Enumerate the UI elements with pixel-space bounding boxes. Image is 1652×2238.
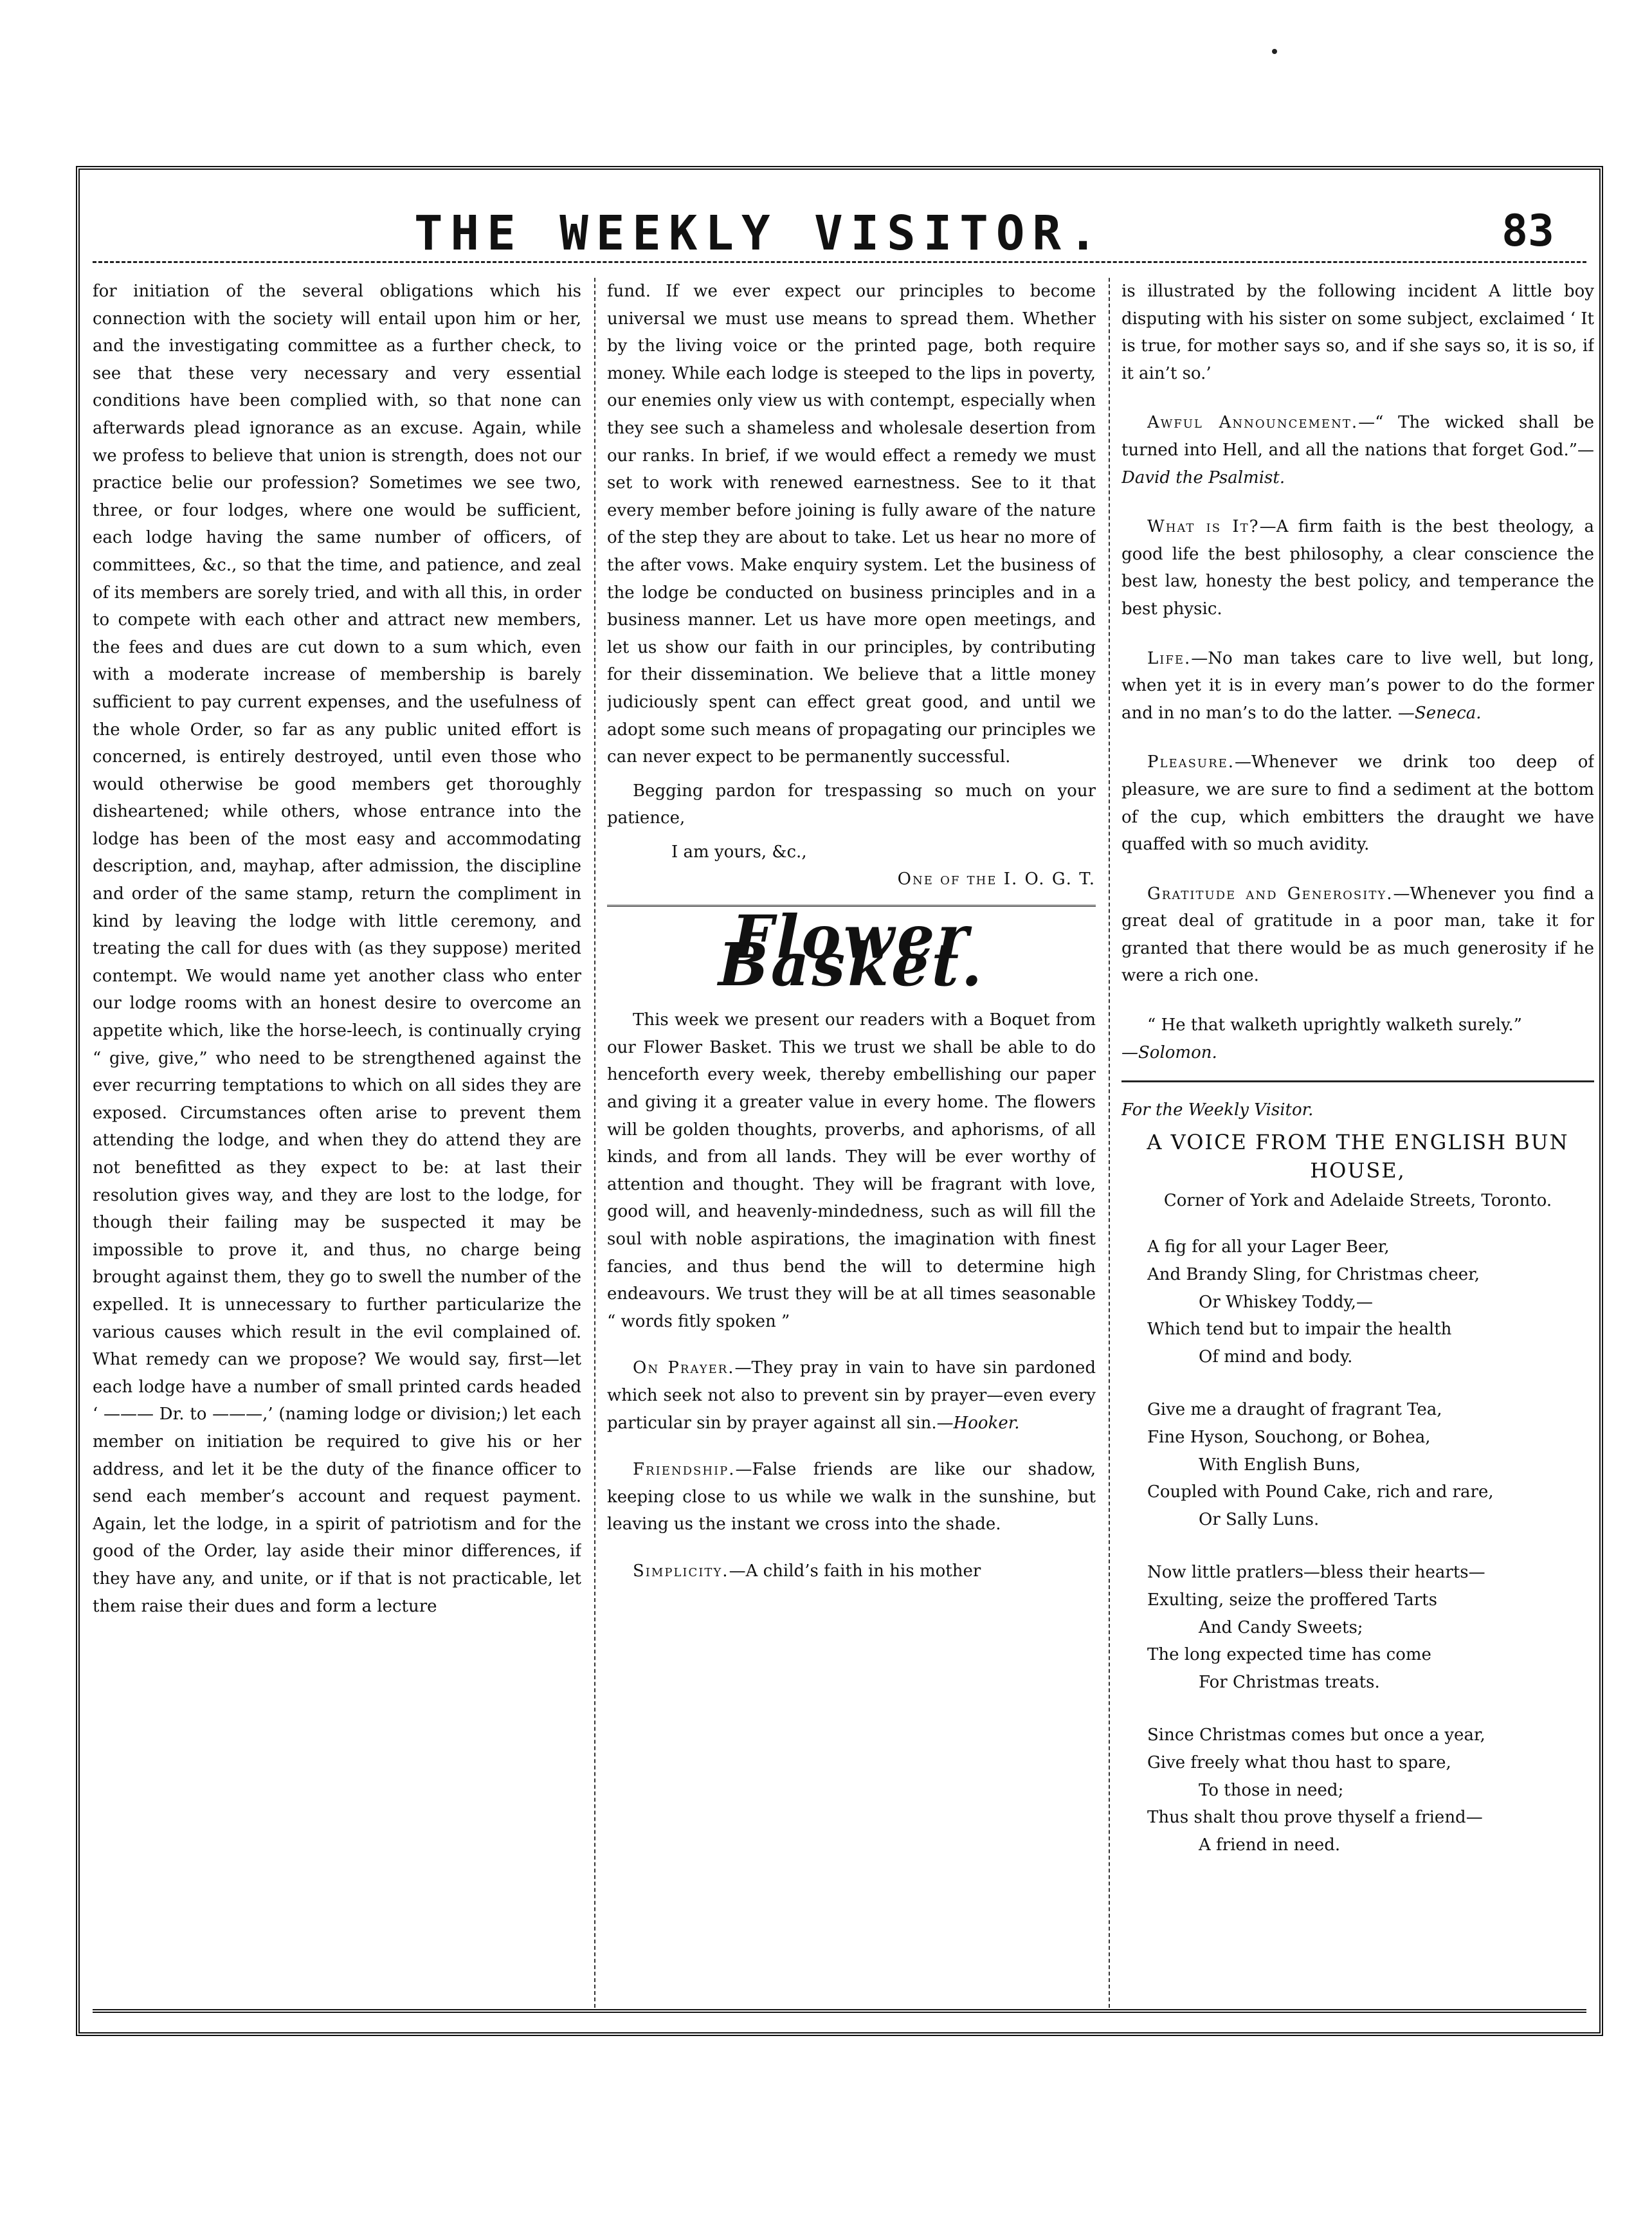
item-solomon-quote: “ He that walketh uprightly walketh surely.” bbox=[1147, 1015, 1522, 1035]
article-closing-paragraph: Begging pardon for trespassing so much on your patience, bbox=[607, 781, 1096, 828]
poem-line: Which tend but to impair the health bbox=[1147, 1320, 1452, 1340]
poem-line: Now little pratlers—bless their hearts— bbox=[1147, 1563, 1485, 1583]
item-friendship bbox=[607, 1456, 1096, 1538]
letter-closing: I am yours, &c., bbox=[671, 842, 807, 862]
poem-line: Fine Hyson, Souchong, or Bohea, bbox=[1147, 1428, 1431, 1447]
poem-line: Give freely what thou hast to spare, bbox=[1147, 1752, 1451, 1772]
item-text: —False friends are like our shadow, keeping close to us while we walk in the sunshine, but leaving us the instant we cross into the shade. bbox=[607, 1460, 1096, 1534]
item-attribution: Hooker. bbox=[953, 1413, 1020, 1433]
item-continuation: is illustrated by the following incident A little boy disputing with his sister on some subject, exclaimed ‘ It is true, for mother says so, and if she says so, it is so, if it ain’t so.’ bbox=[1121, 282, 1594, 383]
section-heading-flower-basket: Flower Basket. bbox=[718, 902, 985, 999]
poem-line: Coupled with Pound Cake, rich and rare, bbox=[1147, 1482, 1494, 1502]
column-1 bbox=[93, 278, 581, 2008]
item-heading: Simplicity. bbox=[633, 1561, 729, 1581]
item-attribution: —Seneca. bbox=[1397, 703, 1482, 723]
item-attribution: David the Psalmist. bbox=[1121, 468, 1285, 487]
poem-line: Exulting, seize the proffered Tarts bbox=[1147, 1590, 1437, 1610]
item-heading: Gratitude and Generosity. bbox=[1147, 884, 1393, 904]
poem-stanza-2 bbox=[1121, 1396, 1594, 1533]
item-text: —“ The wicked shall be turned into Hell, and all the nations that forget God.”— bbox=[1121, 413, 1594, 460]
poem-line: A fig for all your Lager Beer, bbox=[1147, 1237, 1390, 1257]
column-2 bbox=[607, 278, 1096, 2008]
poem-address: Corner of York and Adelaide Streets, Toronto. bbox=[1163, 1190, 1552, 1210]
poem-line: And Candy Sweets; bbox=[1199, 1617, 1363, 1637]
poem-line: Or Sally Luns. bbox=[1199, 1509, 1320, 1529]
column-3 bbox=[1121, 278, 1594, 2008]
item-pleasure bbox=[1121, 749, 1594, 858]
item-heading: Life. bbox=[1147, 648, 1192, 668]
poem-source: For the Weekly Visitor. bbox=[1121, 1100, 1314, 1120]
article-body: fund. If we ever expect our principles to become universal we must use means to spread them. Whether by the living voice or the printed page, both require money. While each lodge is steeped to the lips in poverty, our enemies only view us with contempt, especially when they see such a shameless and wholesale desertion from our ranks. In brief, if we would effect a remedy we must set to work with renewed earnestness. See to it that every member before joining is fully aware of the nature of the step they are about to take. Let us hear no more of the after vows. Make enquiry system. Let the business of the lodge be conducted on business principles and in a business manner. Let us have more open meetings, and let us show our faith in our principles, by contributing for their dissemination. We believe that a little money judiciously spent can effect great good, and until we adopt some such means of propagating our principles we can never expect to be permanently successful. bbox=[607, 282, 1096, 767]
poem-line: A friend in need. bbox=[1199, 1835, 1341, 1855]
poem-stanza-3 bbox=[1121, 1559, 1594, 1696]
poem-line: Since Christmas comes but once a year, bbox=[1147, 1725, 1485, 1745]
item-text: —No man takes care to live well, but long, when yet it is in every man’s power to do the former and in no man’s to do the latter. bbox=[1121, 648, 1594, 723]
item-gratitude bbox=[1121, 880, 1594, 990]
item-heading: On Prayer. bbox=[633, 1358, 735, 1378]
flower-basket-intro: This week we present our readers with a Boquet from our Flower Basket. This we trust we shall be able to do henceforth every week, thereby embellishing our paper and giving it a greater value in every home. The flowers will be golden thoughts, proverbs, and aphorisms, of all kinds, and from all lands. They will be ever worthy of attention and thought. They will be fragrant with love, good will, and heavenly-mindedness, such as will fill the soul with noble aspirations, the imagination with finest fancies, and thus bend the will to determine high endeavours. We trust they will be at all times seasonable “ words fitly spoken ” bbox=[607, 1010, 1096, 1331]
item-simplicity bbox=[607, 1558, 1096, 1585]
ink-speck bbox=[1272, 49, 1277, 54]
poem-line: With English Buns, bbox=[1199, 1455, 1361, 1475]
column-divider bbox=[594, 278, 595, 2008]
item-awful-announcement bbox=[1121, 409, 1594, 491]
poem-stanza-1 bbox=[1121, 1233, 1594, 1370]
item-text: —A firm faith is the best theology, a good life the best philosophy, a clear conscience the best law, honesty the best policy, and temperance the best physic. bbox=[1121, 517, 1594, 619]
item-text: —A child’s faith in his mother bbox=[729, 1561, 981, 1581]
header-rule bbox=[93, 261, 1586, 263]
poem-line: Give me a draught of fragrant Tea, bbox=[1147, 1400, 1442, 1420]
poem-title: A VOICE FROM THE ENGLISH BUN HOUSE, bbox=[1147, 1129, 1569, 1183]
page-frame bbox=[76, 166, 1603, 2036]
item-what-is-it bbox=[1121, 513, 1594, 623]
footer-rule bbox=[93, 2009, 1586, 2013]
poem-line: Thus shalt thou prove thyself a friend— bbox=[1147, 1808, 1483, 1828]
poem-line: Or Whiskey Toddy,— bbox=[1199, 1292, 1373, 1312]
poem-line: And Brandy Sling, for Christmas cheer, bbox=[1147, 1265, 1480, 1285]
column-divider bbox=[1109, 278, 1110, 2008]
masthead bbox=[80, 206, 1599, 264]
item-text: —Whenever we drink too deep of pleasure, we are sure to find a sediment at the bottom of the cup, which embitters the draught we have quaffed with so much avidity. bbox=[1121, 752, 1594, 855]
item-heading: What is It? bbox=[1147, 517, 1260, 537]
page-number: 83 bbox=[1502, 206, 1554, 257]
article-body: for initiation of the several obligations which his connection with the society will entail upon him or her, and the investigating committee as a further check, to see that these very necessary and very essential conditions have been complied with, so that none can afterwards plead ignorance as an excuse. Again, while we profess to believe that union is strength, does not our practice belie our profession? Sometimes we see two, three, or four lodges, where one would be sufficient, each lodge having the same number of officers, of committees, &c., so that the time, and patience, and zeal of its members are sorely tried, and with all this, in order to compete with each other and attract new members, the fees and dues are cut down to a sum which, even with a moderate increase of membership is barely sufficient to pay current expenses, and the usefulness of the whole Order, so far as any public united effort is concerned, is entirely destroyed, until even those who would otherwise be good members get thoroughly disheartened; while others, whose entrance into the lodge has been of the most easy and accommodating description, and, mayhap, after admission, the discipline and order of the same stamp, return the compliment in kind by leaving the lodge with little ceremony, and treating the call for dues with (as they suppose) merited contempt. We would name yet another class who enter our lodge rooms with an honest desire to overcome an appetite which, like the horse-leech, is continually crying “ give, give,” who need to be strengthened against the ever recurring temptations to which on all sides they are exposed. Circumstances often arise to prevent them attending the lodge, and when they do attend they are not benefitted as they expect to be: at last their resolution gives way, and they are lost to the lodge, for though their failing may be suspected it may be impossible to prove it, and thus, no charge being brought against them, they go to swell the number of the expelled. It is unnecessary to further particularize the various causes which result in the evil complained of. What remedy can we propose? We would say, first—let each lodge have a number of small printed cards headed ‘ ——— Dr. to ———,’ (naming lodge or division;) let each member on initiation be required to give his or her address, and let it be the duty of the finance officer to send each member’s account and request payment. Again, let the lodge, in a spirit of patriotism and for the good of the Order, lay aside their minor differences, if they have any, and unite, or if that is not practicable, let them raise their dues and form a lecture bbox=[93, 282, 581, 1616]
item-attribution: —Solomon. bbox=[1121, 1042, 1217, 1062]
item-life bbox=[1121, 645, 1594, 727]
item-heading: Pleasure. bbox=[1147, 752, 1235, 772]
poem-line: The long expected time has come bbox=[1147, 1645, 1431, 1665]
item-text: —They pray in vain to have sin pardoned which seek not also to prevent sin by prayer—even every particular sin by prayer against all sin.— bbox=[607, 1358, 1096, 1433]
item-text: —Whenever you find a great deal of gratitude in a poor man, take it for granted that there would be as much generosity if he were a rich one. bbox=[1121, 884, 1594, 986]
item-on-prayer bbox=[607, 1354, 1096, 1437]
item-heading: Friendship. bbox=[633, 1460, 736, 1480]
letter-signature: One of the I. O. G. T. bbox=[897, 869, 1096, 889]
poem-line: For Christmas treats. bbox=[1199, 1672, 1380, 1692]
poem-line: To those in need; bbox=[1199, 1780, 1344, 1800]
section-rule bbox=[1121, 1080, 1594, 1082]
poem-line: Of mind and body. bbox=[1199, 1347, 1353, 1367]
newspaper-title: THE WEEKLY VISITOR. bbox=[414, 206, 1105, 261]
poem-stanza-4 bbox=[1121, 1722, 1594, 1859]
item-heading: Awful Announcement. bbox=[1147, 413, 1359, 433]
